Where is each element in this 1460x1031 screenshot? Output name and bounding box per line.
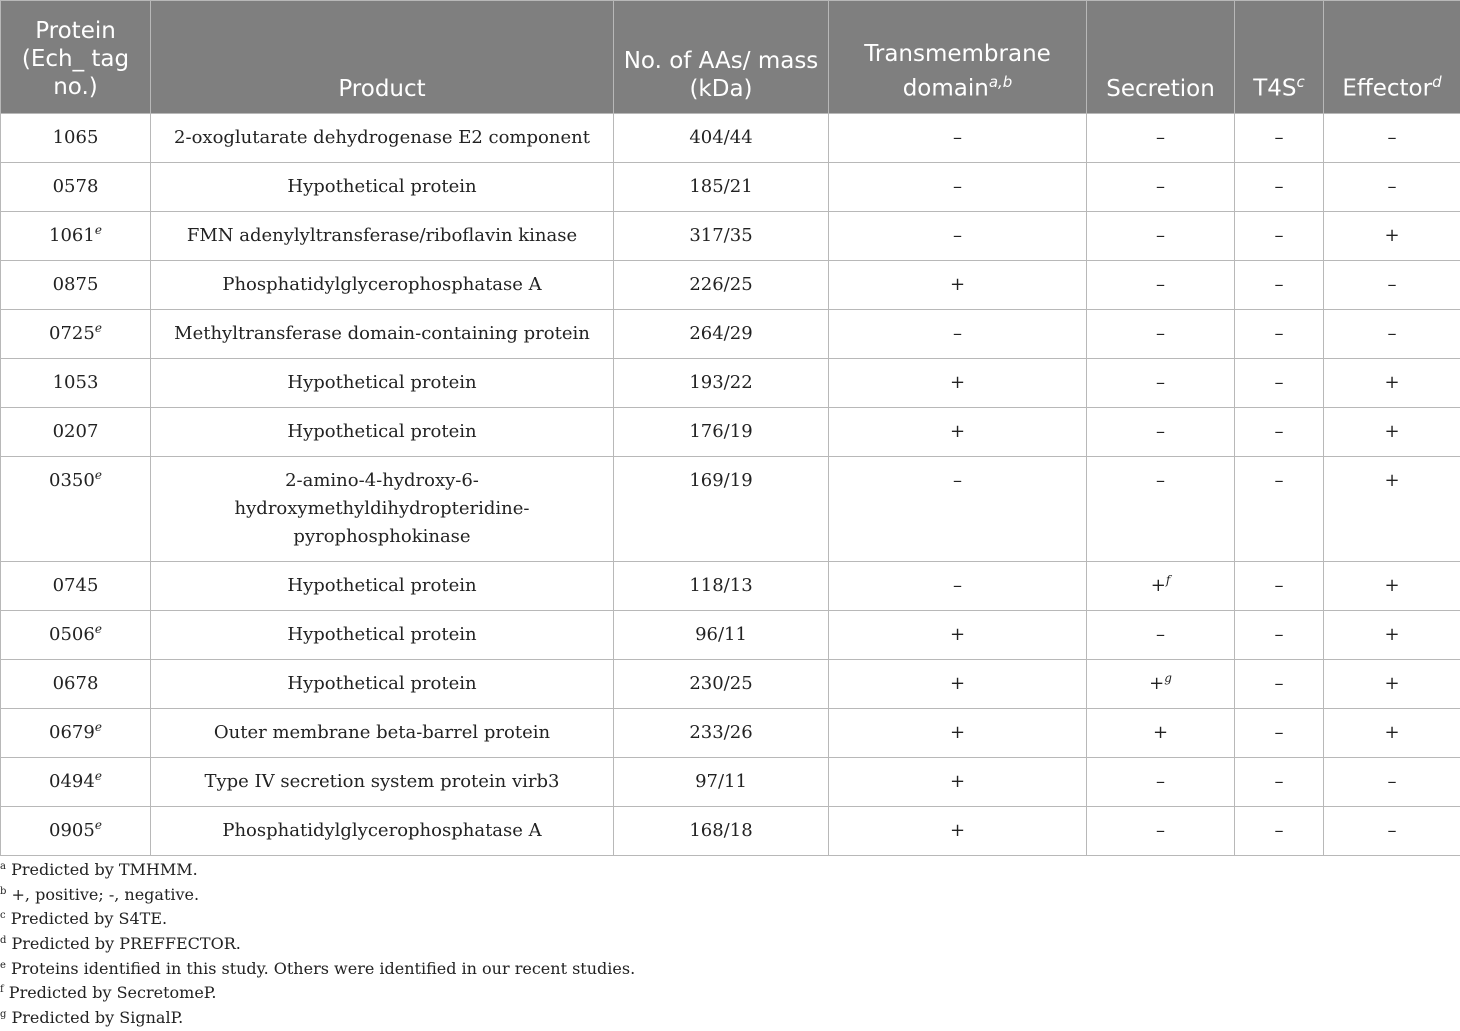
cell-secretion: – (1087, 212, 1235, 261)
cell-protein: 0679e (1, 709, 151, 758)
cell-protein: 0494e (1, 758, 151, 807)
cell-secretion: – (1087, 408, 1235, 457)
footnotes (0, 858, 635, 1031)
cell-secretion: – (1087, 611, 1235, 660)
cell-transmembrane: – (829, 310, 1087, 359)
header-t4s: $T4S^c$ (1235, 1, 1324, 114)
cell-product: Hypothetical protein (151, 163, 614, 212)
footnote: $^b$ +, positive; -, negative. (0, 884, 200, 904)
cell-secretion: – (1087, 807, 1235, 856)
cell-product (151, 457, 614, 562)
cell-protein: 0745 (1, 562, 151, 611)
cell-effector: – (1324, 758, 1460, 807)
cell-secretion: – (1087, 359, 1235, 408)
cell-transmembrane: + (829, 709, 1087, 758)
footnote: $^d$ Predicted by PREFFECTOR. (0, 934, 241, 954)
cell-protein: 0207 (1, 408, 151, 457)
table-row (1, 114, 1460, 163)
cell-transmembrane: + (829, 807, 1087, 856)
header-protein: Protein (Ech_ tag no.) (1, 1, 151, 114)
table-row (1, 212, 1460, 261)
cell-t4s: – (1235, 758, 1324, 807)
cell-transmembrane: + (829, 359, 1087, 408)
cell-t4s: – (1235, 359, 1324, 408)
cell-t4s: – (1235, 114, 1324, 163)
cell-product: Outer membrane beta-barrel protein (151, 709, 614, 758)
footnote: $^a$ Predicted by TMHMM. (0, 860, 198, 879)
header-product: Product (151, 1, 614, 114)
cell-transmembrane: – (829, 114, 1087, 163)
table-row (1, 408, 1460, 457)
cell-product: Phosphatidylglycerophosphatase A (151, 261, 614, 310)
product-line: hydroxymethyldihydropteridine- (234, 498, 530, 519)
cell-effector: + (1324, 562, 1460, 611)
cell-effector: + (1324, 408, 1460, 457)
cell-aas: 193/22 (614, 359, 829, 408)
cell-secretion: +$^f$ (1087, 562, 1235, 611)
footnote: $^f$ Predicted by SecretomeP. (0, 983, 217, 1003)
header-transmembrane: Transmembrane domain$^{a,b}$ (829, 1, 1087, 114)
table-row (1, 807, 1460, 856)
cell-effector: + (1324, 457, 1460, 562)
cell-secretion: – (1087, 310, 1235, 359)
cell-aas: 404/44 (614, 114, 829, 163)
table-row (1, 758, 1460, 807)
cell-protein: 0506e (1, 611, 151, 660)
cell-t4s: – (1235, 261, 1324, 310)
cell-effector: + (1324, 709, 1460, 758)
cell-t4s: – (1235, 163, 1324, 212)
cell-protein: 0725e (1, 310, 151, 359)
header-secretion: Secretion (1087, 1, 1235, 114)
table-row (1, 261, 1460, 310)
cell-secretion: – (1087, 114, 1235, 163)
table-row (1, 457, 1460, 562)
cell-aas: 230/25 (614, 660, 829, 709)
cell-protein: 0905e (1, 807, 151, 856)
cell-effector: – (1324, 261, 1460, 310)
table-row (1, 611, 1460, 660)
cell-protein: 0875 (1, 261, 151, 310)
header-row (1, 1, 1460, 114)
cell-transmembrane: + (829, 758, 1087, 807)
cell-secretion: – (1087, 758, 1235, 807)
cell-transmembrane: – (829, 163, 1087, 212)
cell-t4s: – (1235, 807, 1324, 856)
cell-product: Hypothetical protein (151, 611, 614, 660)
cell-protein: 1065 (1, 114, 151, 163)
cell-t4s: – (1235, 709, 1324, 758)
cell-aas: 176/19 (614, 408, 829, 457)
table-row (1, 562, 1460, 611)
cell-secretion: + (1087, 709, 1235, 758)
cell-aas: 168/18 (614, 807, 829, 856)
cell-t4s: – (1235, 457, 1324, 562)
cell-t4s: – (1235, 310, 1324, 359)
cell-transmembrane: + (829, 261, 1087, 310)
cell-aas: 118/13 (614, 562, 829, 611)
cell-aas: 233/26 (614, 709, 829, 758)
cell-effector: – (1324, 163, 1460, 212)
cell-product: FMN adenylyltransferase/riboflavin kinase (151, 212, 614, 261)
cell-protein: 1053 (1, 359, 151, 408)
cell-t4s: – (1235, 660, 1324, 709)
table-row (1, 163, 1460, 212)
cell-transmembrane: – (829, 457, 1087, 562)
table-row (1, 660, 1460, 709)
cell-effector: – (1324, 310, 1460, 359)
table-row (1, 709, 1460, 758)
cell-aas: 96/11 (614, 611, 829, 660)
product-line: 2-amino-4-hydroxy-6- (285, 470, 479, 491)
cell-effector: – (1324, 114, 1460, 163)
footnote: $^e$ Proteins identified in this study. Others were identified in our recent studies. (0, 958, 636, 978)
cell-effector: – (1324, 807, 1460, 856)
cell-protein: 0678 (1, 660, 151, 709)
cell-secretion: +$^g$ (1087, 660, 1235, 709)
cell-t4s: – (1235, 562, 1324, 611)
cell-protein: 0350e (1, 457, 151, 562)
footnote: $^c$ Predicted by S4TE. (0, 909, 168, 929)
cell-product: Hypothetical protein (151, 359, 614, 408)
cell-aas: 264/29 (614, 310, 829, 359)
cell-aas: 317/35 (614, 212, 829, 261)
header-effector: Effector$^d$ (1324, 1, 1460, 114)
cell-protein: 1061e (1, 212, 151, 261)
cell-product: Hypothetical protein (151, 408, 614, 457)
cell-product: Hypothetical protein (151, 660, 614, 709)
cell-secretion: – (1087, 457, 1235, 562)
cell-effector: + (1324, 660, 1460, 709)
product-line: pyrophosphokinase (293, 526, 471, 547)
cell-transmembrane: – (829, 212, 1087, 261)
cell-transmembrane: + (829, 408, 1087, 457)
table-row (1, 359, 1460, 408)
cell-effector: + (1324, 212, 1460, 261)
table-row (1, 310, 1460, 359)
cell-product: Type IV secretion system protein virb3 (151, 758, 614, 807)
cell-t4s: – (1235, 408, 1324, 457)
cell-transmembrane: + (829, 660, 1087, 709)
cell-product: 2-oxoglutarate dehydrogenase E2 component (151, 114, 614, 163)
cell-t4s: – (1235, 212, 1324, 261)
cell-effector: + (1324, 359, 1460, 408)
cell-transmembrane: – (829, 562, 1087, 611)
cell-secretion: – (1087, 261, 1235, 310)
cell-aas: 226/25 (614, 261, 829, 310)
cell-aas: 97/11 (614, 758, 829, 807)
header-aas: No. of AAs/ mass (kDa) (614, 1, 829, 114)
cell-effector: + (1324, 611, 1460, 660)
cell-product: Methyltransferase domain-containing protein (151, 310, 614, 359)
footnote: $^g$ Predicted by SignalP. (0, 1008, 184, 1028)
cell-product: Phosphatidylglycerophosphatase A (151, 807, 614, 856)
cell-protein: 0578 (1, 163, 151, 212)
cell-secretion: – (1087, 163, 1235, 212)
cell-product: Hypothetical protein (151, 562, 614, 611)
cell-t4s: – (1235, 611, 1324, 660)
cell-transmembrane: + (829, 611, 1087, 660)
cell-aas: 169/19 (614, 457, 829, 562)
cell-aas: 185/21 (614, 163, 829, 212)
